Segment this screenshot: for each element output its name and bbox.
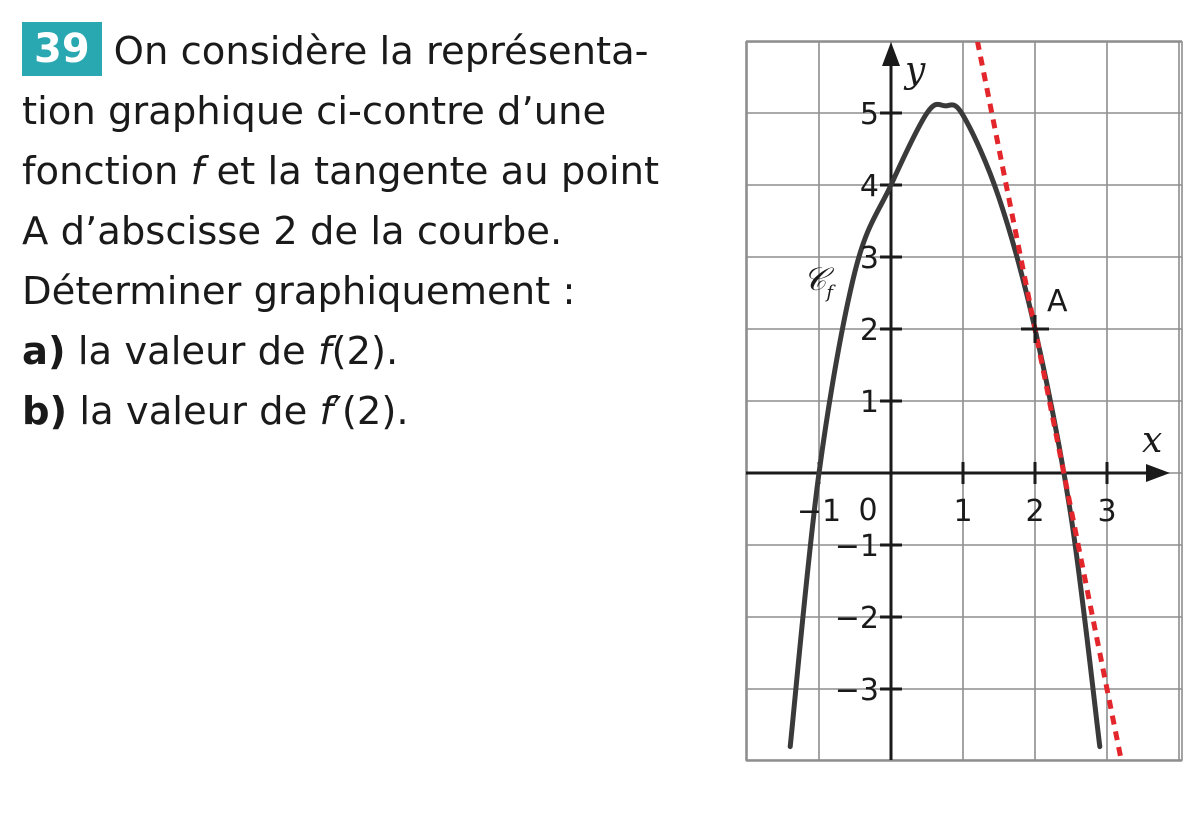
question-a-label: a) — [22, 329, 66, 374]
y-tick-label: 5 — [859, 97, 879, 132]
statement-line-4: A d’abscisse 2 de la courbe. — [22, 209, 563, 254]
question-a-function: f — [317, 329, 332, 374]
y-tick-label: 3 — [859, 241, 879, 276]
point-a-label: A — [1047, 284, 1068, 319]
y-axis-label: y — [905, 50, 926, 91]
curve-label — [803, 260, 836, 303]
point-a-marker — [1021, 315, 1049, 343]
x-axis-label: x — [1142, 420, 1163, 461]
y-tick-label: −1 — [834, 529, 879, 564]
statement-line-3-rest: et la tangente au point — [204, 149, 660, 194]
statement-line-5: Déterminer graphiquement : — [22, 269, 576, 314]
question-b-argument: ′(2). — [333, 389, 409, 434]
question-b-function: f — [319, 389, 334, 434]
x-tick-label: 3 — [1097, 494, 1117, 529]
grid — [746, 41, 1182, 761]
y-tick-label: 1 — [859, 385, 879, 420]
x-axis-arrow — [1146, 464, 1170, 482]
function-name: f — [190, 149, 205, 194]
x-tick-label: 2 — [1025, 494, 1045, 529]
curve-label-subscript: f — [826, 282, 833, 303]
statement-line-2: tion graphique ci-contre d’une — [22, 89, 607, 134]
y-tick-label: 4 — [859, 169, 879, 204]
question-b-text: la valeur de — [67, 389, 320, 434]
statement-line-1: On considère la représenta- — [113, 29, 649, 74]
statement-line-3: fonction — [22, 149, 191, 194]
curve-label-letter: 𝒞 — [803, 260, 827, 298]
y-tick-label: 2 — [859, 313, 879, 348]
question-a-argument: (2). — [331, 329, 399, 374]
y-tick-label: −2 — [834, 601, 879, 636]
question-b-label: b) — [22, 389, 68, 434]
question-a-text: la valeur de — [65, 329, 318, 374]
x-tick-label: 1 — [953, 494, 973, 529]
y-tick-label: −3 — [834, 673, 879, 708]
exercise-number-badge: 39 — [22, 22, 102, 76]
y-axis-arrow — [882, 42, 900, 66]
origin-label: 0 — [858, 493, 878, 528]
x-tick-label: −1 — [796, 494, 842, 529]
